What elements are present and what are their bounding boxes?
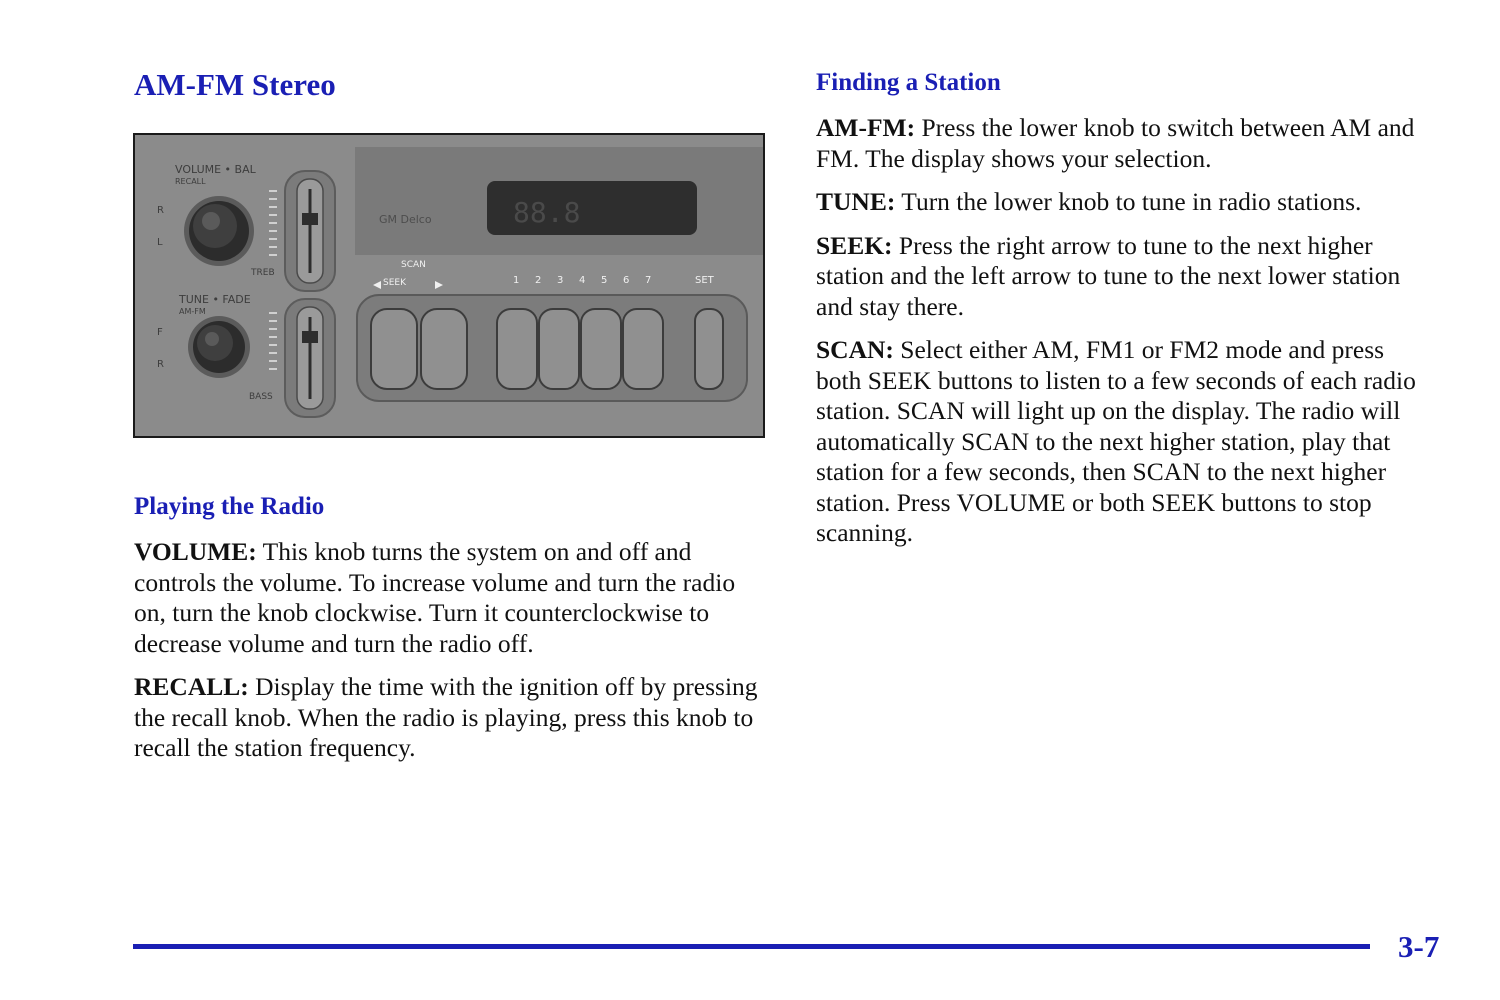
preset-button-2[interactable]	[539, 309, 579, 389]
set-button[interactable]	[695, 309, 723, 389]
preset-number-7: 7	[645, 275, 652, 286]
brand-logo: GM Delco	[379, 213, 432, 226]
recall-paragraph	[134, 672, 770, 764]
page-number: 3-7	[1398, 929, 1440, 964]
volume-balance-label: VOLUME • BAL	[175, 163, 256, 176]
treble-slider[interactable]	[285, 171, 335, 291]
preset-button-3[interactable]	[581, 309, 621, 389]
fade-rear-label: R	[157, 359, 164, 370]
recall-description: Display the time with the ignition off by pressing the recall knob. When the radio is playing, press this knob to recall the station frequency.	[134, 672, 758, 762]
treble-label: TREB	[251, 268, 275, 278]
preset-button-4[interactable]	[623, 309, 663, 389]
tune-term: TUNE:	[816, 187, 896, 216]
preset-number-4: 4	[579, 275, 586, 286]
playing-the-radio-heading: Playing the Radio	[134, 493, 325, 520]
am-fm-label: AM-FM	[179, 307, 206, 316]
right-column-text	[816, 113, 1430, 562]
preset-number-5: 5	[601, 275, 608, 286]
seek-term: SEEK:	[816, 230, 893, 260]
seek-up-button[interactable]	[421, 309, 467, 389]
bass-slider[interactable]	[285, 299, 335, 417]
volume-knob[interactable]	[184, 196, 254, 266]
bass-label: BASS	[249, 392, 273, 402]
preset-button-1[interactable]	[497, 309, 537, 389]
balance-left-label: L	[157, 237, 163, 248]
preset-number-2: 2	[535, 275, 542, 286]
recall-term: RECALL:	[134, 672, 249, 701]
radio-faceplate-drawing	[135, 135, 763, 436]
am-fm-term: AM-FM:	[816, 113, 916, 142]
left-column-text	[134, 537, 770, 777]
radio-faceplate-illustration	[133, 133, 765, 438]
am-fm-description: Press the lower knob to switch between AM and FM. The display shows your selection.	[816, 113, 1415, 173]
scan-paragraph	[816, 335, 1430, 549]
footer-rule	[133, 944, 1370, 949]
page-title: AM-FM Stereo	[134, 67, 336, 102]
seek-down-button[interactable]	[371, 309, 417, 389]
recall-label: RECALL	[175, 177, 206, 186]
balance-right-label: R	[157, 205, 164, 216]
seek-paragraph	[816, 231, 1430, 323]
tune-fade-label: TUNE • FADE	[179, 293, 251, 306]
volume-description: This knob turns the system on and off and controls the volume. To increase volume and turn the radio on, turn the knob clockwise. Turn it counterclockwise to decrease volume and turn the radio off.	[134, 537, 736, 658]
set-label: SET	[695, 275, 714, 286]
tune-description: Turn the lower knob to tune in radio stations.	[895, 187, 1362, 216]
seek-description: Press the right arrow to tune to the next higher station and the left arrow to tune to the next lower station and stay there.	[816, 230, 1401, 321]
am-fm-paragraph	[816, 113, 1430, 174]
volume-paragraph	[134, 537, 770, 659]
seek-label: SEEK	[383, 278, 406, 288]
preset-number-1: 1	[513, 275, 520, 286]
tune-paragraph	[816, 187, 1430, 218]
volume-term: VOLUME:	[134, 537, 257, 566]
scan-description: Select either AM, FM1 or FM2 mode and press both SEEK buttons to listen to a few seconds of each radio station. SCAN will light up on the display. The radio will automatically SCAN to the next higher station, play that station for a few seconds, then SCAN to the next higher station. Press VOLUME or both SEEK buttons to stop scanning.	[816, 335, 1416, 547]
fade-front-label: F	[157, 327, 163, 338]
preset-number-3: 3	[557, 275, 564, 286]
display-readout: 88.8	[513, 196, 581, 229]
preset-number-6: 6	[623, 275, 630, 286]
scan-label: SCAN	[401, 260, 426, 270]
scan-term: SCAN:	[816, 335, 894, 364]
tune-knob[interactable]	[188, 316, 250, 378]
finding-a-station-heading: Finding a Station	[816, 69, 1001, 96]
